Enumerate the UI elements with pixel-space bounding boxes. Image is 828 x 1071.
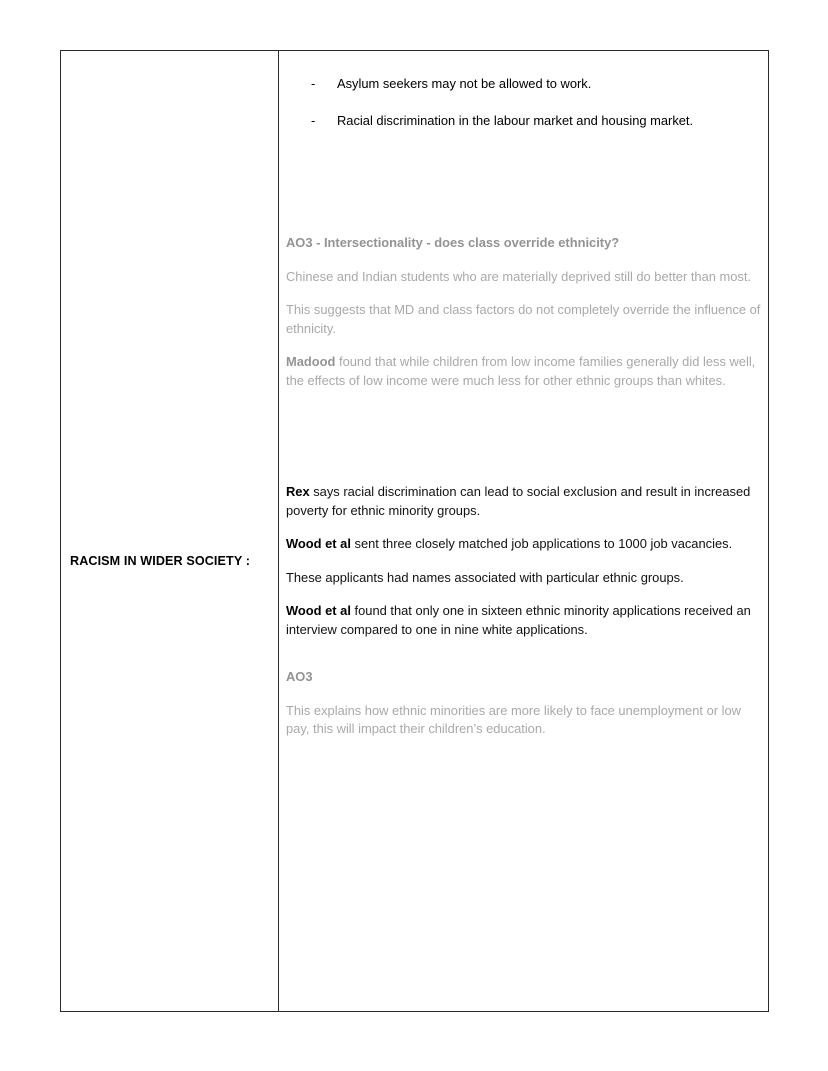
paragraph-text: sent three closely matched job applications to 1000 job vacancies.	[350, 536, 733, 551]
paragraph-text: says racial discrimination can lead to social exclusion and result in increased poverty for ethnic minority groups.	[286, 484, 751, 518]
paragraph-text: found that only one in sixteen ethnic minority applications received an interview compared to one in nine white applications.	[286, 603, 751, 637]
paragraph-madood	[286, 353, 764, 390]
list-item-text: Racial discrimination in the labour market and housing market.	[337, 112, 694, 128]
vertical-gap	[286, 654, 764, 668]
list-item-text: Asylum seekers may not be allowed to work.	[337, 76, 592, 91]
section-heading-racism-in-wider-society: RACISM IN WIDER SOCIETY :	[70, 554, 250, 568]
paragraph	[286, 569, 764, 588]
paragraph-wood-et-al-method	[286, 535, 764, 554]
author-name-wood-et-al: Wood et al	[286, 536, 351, 551]
author-name-rex: Rex	[286, 484, 310, 499]
paragraph-text: found that while children from low income families generally did less well, the effects of low income were much less for other ethnic groups than whites.	[286, 354, 756, 388]
list-item	[286, 112, 764, 131]
paragraph-text: These applicants had names associated with particular ethnic groups.	[286, 569, 684, 585]
paragraph-rex	[286, 483, 764, 520]
table-cell-topic	[61, 51, 279, 1012]
list-item	[286, 75, 764, 94]
bullet-dash-icon: -	[311, 76, 316, 91]
paragraph	[286, 268, 764, 287]
paragraph-text: This explains how ethnic minorities are more likely to face unemployment or low pay, this will impact their children’s education.	[286, 702, 741, 736]
paragraph-text: Chinese and Indian students who are materially deprived still do better than most.	[286, 268, 752, 284]
paragraph-wood-et-al-findings	[286, 602, 764, 639]
author-name-madood: Madood	[286, 354, 336, 369]
content-flow	[286, 51, 764, 754]
table-cell-content	[279, 51, 769, 1012]
vertical-gap	[286, 148, 764, 234]
bullet-dash-icon: -	[311, 112, 316, 128]
paragraph	[286, 301, 764, 338]
paragraph	[286, 702, 764, 739]
author-name-wood-et-al: Wood et al	[286, 603, 351, 618]
ao3-heading: AO3	[286, 669, 313, 684]
vertical-gap	[286, 405, 764, 483]
paragraph-text: This suggests that MD and class factors do not completely override the influence of ethnicity.	[286, 302, 761, 336]
bullet-list	[286, 75, 764, 130]
table-row	[61, 51, 769, 1012]
notes-table	[60, 50, 769, 1012]
ao3-intersectionality-heading: AO3 - Intersectionality - does class override ethnicity?	[286, 235, 620, 250]
